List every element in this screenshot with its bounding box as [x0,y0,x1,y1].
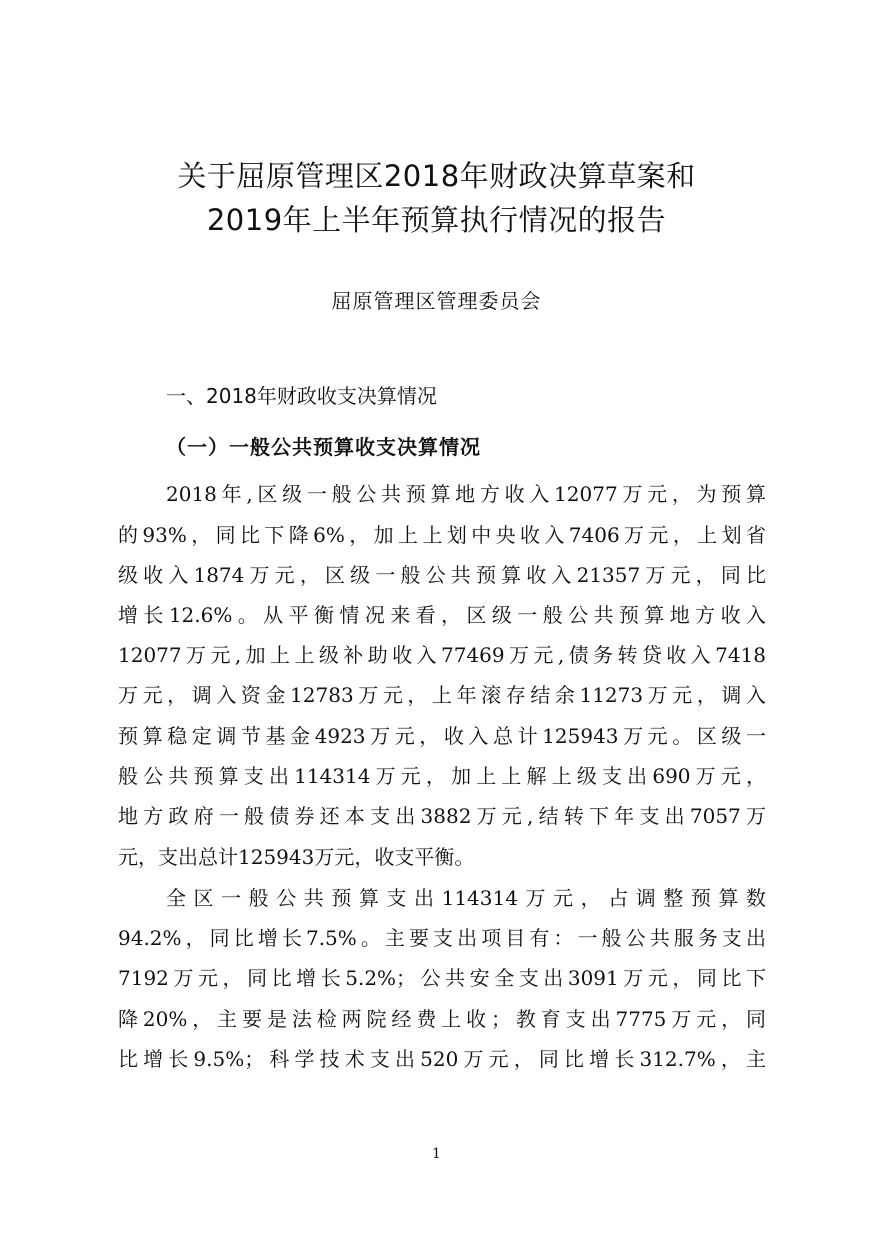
document-title-line-1: 关于屈原管理区2018年财政决算草案和 [177,159,696,193]
paragraph-1-line: 预算稳定调节基金4923万元，收入总计125943万元。区级一 [118,724,766,748]
page-number: 1 [432,1146,441,1162]
paragraph-1-line: 2018年,区级一般公共预算地方收入12077万元，为预算 [166,482,766,506]
document-author: 屈原管理区管理委员会 [331,289,542,313]
paragraph-1-line: 增长12.6%。从平衡情况来看，区级一般公共预算地方收入 [118,603,766,627]
paragraph-1-line: 12077万元,加上上级补助收入77469万元,债务转贷收入7418 [118,643,766,667]
paragraph-1-line: 级收入1874万元，区级一般公共预算收入21357万元，同比 [118,563,766,587]
paragraph-1-line: 般公共预算支出114314万元，加上上解上级支出690万元， [118,764,766,788]
paragraph-1-line: 地方政府一般债券还本支出3882万元,结转下年支出7057万 [118,804,766,828]
paragraph-2-line: 比增长9.5%；科学技术支出520万元，同比增长312.7%，主 [118,1047,766,1071]
paragraph-2-line: 降20%，主要是法检两院经费上收；教育支出7775万元，同 [118,1007,766,1031]
paragraph-2-line: 7192万元，同比增长5.2%；公共安全支出3091万元，同比下 [118,966,766,990]
paragraph-2-line: 94.2%，同比增长7.5%。主要支出项目有：一般公共服务支出 [118,926,766,950]
paragraph-1-line: 万元，调入资金12783万元，上年滚存结余11273万元，调入 [118,683,766,707]
section-heading: 一、2018年财政收支决算情况 [166,384,437,408]
paragraph-1-line: 的93%，同比下降6%，加上上划中央收入7406万元，上划省 [118,523,766,547]
paragraph-1-line: 元，支出总计125943万元，收支平衡。 [118,845,475,869]
subsection-heading: （一）一般公共预算收支决算情况 [166,435,481,459]
document-title-line-2: 2019年上半年预算执行情况的报告 [206,203,667,237]
paragraph-2-line: 全区一般公共预算支出114314万元，占调整预算数 [166,886,766,910]
